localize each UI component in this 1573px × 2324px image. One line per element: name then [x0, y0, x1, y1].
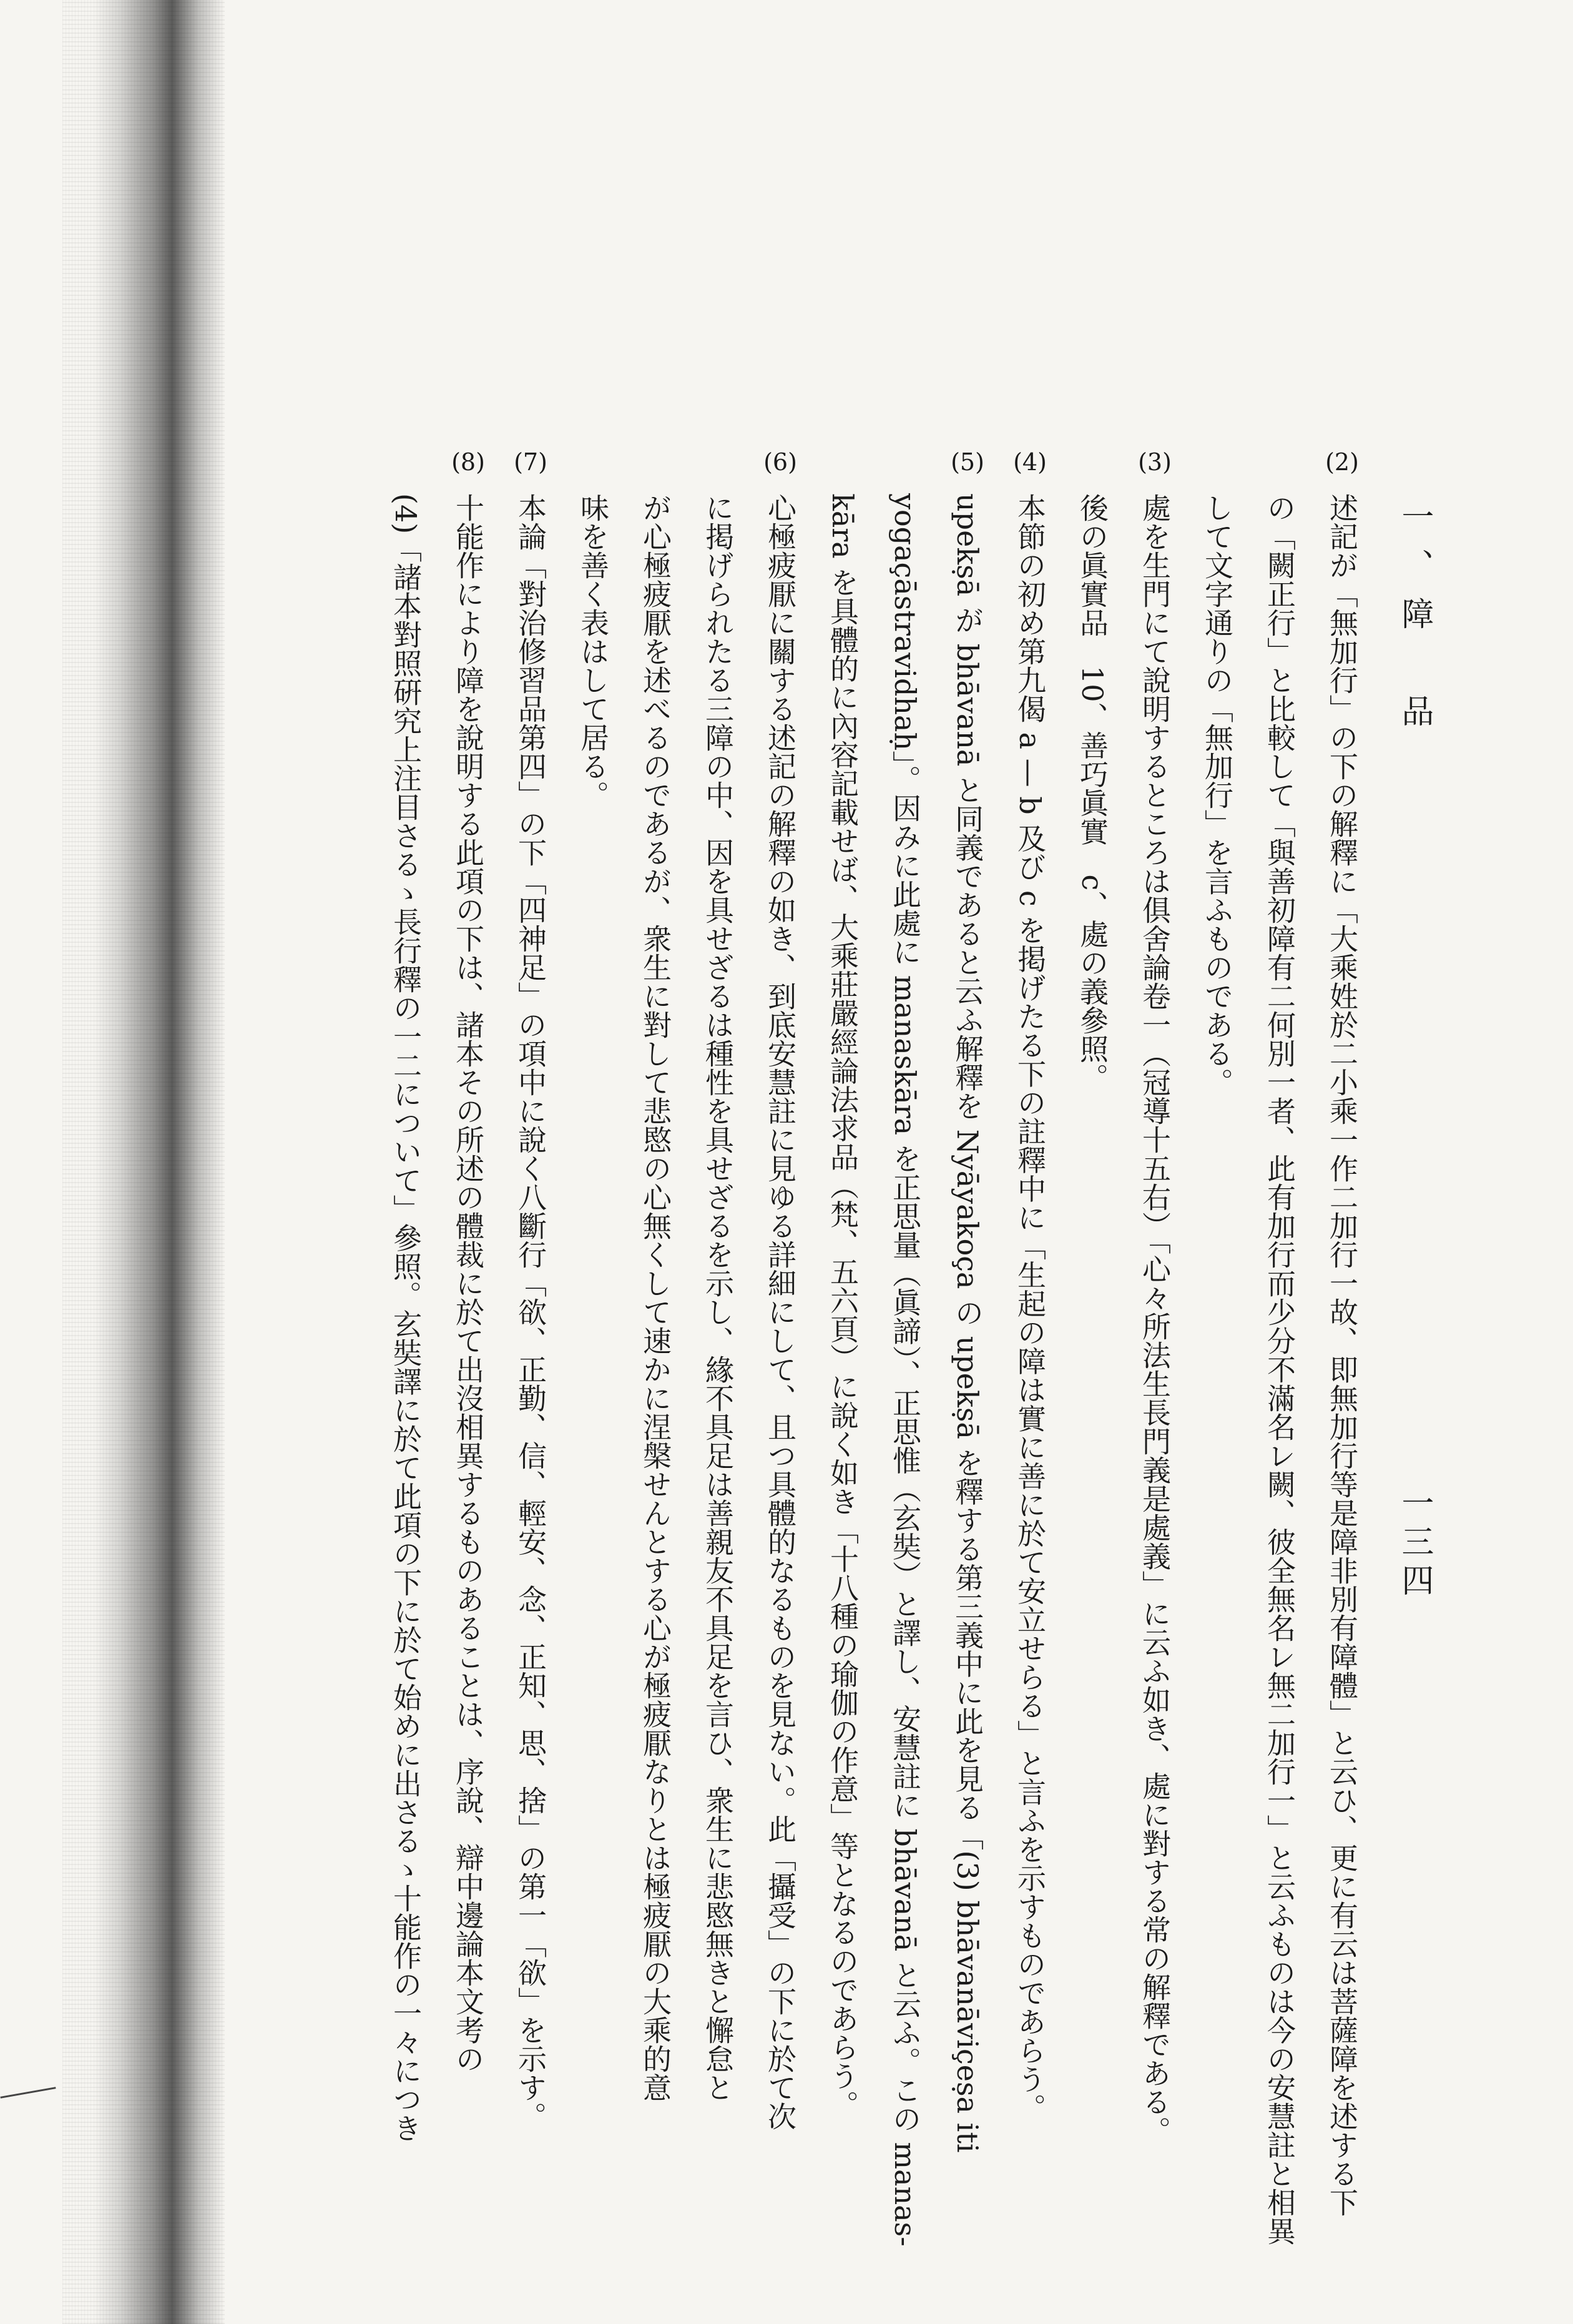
note-line: (4)「諸本對照硏究上注目さるゝ長行釋の一二について」參照。玄奘譯に於て此項の下に於て始めに出さるゝ十能作の一々につき [389, 493, 423, 2143]
note-line: 本節の初め第九偈 a — b 及び c を掲げたる下の註釋中に「生起の障は實に善に於て安立せらる」と言ふを示すものであらう。 [1013, 493, 1047, 2122]
note-line: 心極疲厭に關する述記の解釋の如き、到底安慧註に見ゆる詳細にして、且つ具體的なるものを見ない。此「攝受」の下に於て次 [763, 493, 797, 2130]
note-3 [1061, 437, 1186, 2285]
note-6 [562, 437, 811, 2285]
note-line: 本論「對治修習品第四」の下「四神足」の項中に說く八斷行「欲、正勤、信、輕安、念、正知、思、捨」の第一「欲」を示す。 [514, 493, 547, 2130]
note-line: に掲げられたる三障の中、因を具せざるは種性を具せざるを示し、緣不具足は善親友不具足を言ひ、衆生に悲愍無きと懈怠と [701, 493, 735, 2102]
note-line: 味を善く表はして居る。 [576, 493, 610, 809]
note-line: が心極疲厭を述べるのであるが、衆生に對して悲愍の心無くして速かに涅槃せんとする心が極疲厭なりとは極疲厭の大乘的意 [639, 493, 672, 2102]
note-line: yogaçāstravidhaḥ」。因みに此處に manaskāra を正思量（眞諦）、正思惟（玄奘）と譯し、安慧註に bhāvanā と云ふ。この manas- [888, 493, 922, 2247]
note-line: upekṣā が bhāvanā と同義であると云ふ解釋を Nyāyakoça の upekṣā を釋する第三義中に此を見る「(3) bhāvanāviçeṣa iti [951, 493, 984, 2153]
note-line: 後の眞實品 10、善巧眞實 c、處の義參照。 [1076, 493, 1109, 1092]
note-line: 處を生門にて說明するところは俱舍論卷一（冠導十五右）「心々所法生長門義是處義」に云ふ如き、處に對する常の解釋である。 [1138, 493, 1172, 2145]
chapter-title: 一、障 品 [1396, 500, 1433, 743]
notes-body [350, 437, 1373, 2285]
note-line: 述記が「無加行」の下の解釋に「大乘姓於二小乘一作二加行一故、即無加行等是障非別有障體」と云ひ、更に有云は菩薩障を述する下 [1325, 493, 1359, 2217]
note-7 [499, 437, 562, 2285]
note-number: (6) [763, 448, 797, 476]
note-number: (5) [951, 448, 984, 476]
scan-binding-texture [62, 0, 225, 2324]
note-number: (2) [1325, 448, 1359, 476]
note-line: の「闕正行」と比較して「與善初障有二何別一者、此有加行而少分不滿名レ闕、彼全無名レ無二加行一」と云ふものは今の安慧註と相異 [1263, 493, 1296, 2245]
running-header [1392, 500, 1448, 2310]
note-line: して文字通りの「無加行」を言ふものである。 [1200, 493, 1234, 1096]
note-5 [811, 437, 999, 2285]
scan-edge-mark [0, 2087, 56, 2099]
note-number: (3) [1138, 448, 1172, 476]
note-8 [375, 437, 499, 2285]
note-4 [999, 437, 1061, 2285]
note-number: (8) [451, 448, 485, 476]
note-number: (4) [1013, 448, 1047, 476]
page-number: 一三四 [1396, 1486, 1433, 1602]
note-2 [1186, 437, 1373, 2285]
note-line: 十能作により障を說明する此項の下は、諸本その所述の體裁に於て出沒相異するものあることは、序說、辯中邊論本文考の [451, 493, 485, 2073]
note-number: (7) [514, 448, 547, 476]
note-line: kāra を具體的に內容記載せば、大乘莊嚴經論法求品（梵、五六頁）に說く如き「十八種の瑜伽の作意」等となるのであらう。 [826, 493, 860, 2119]
